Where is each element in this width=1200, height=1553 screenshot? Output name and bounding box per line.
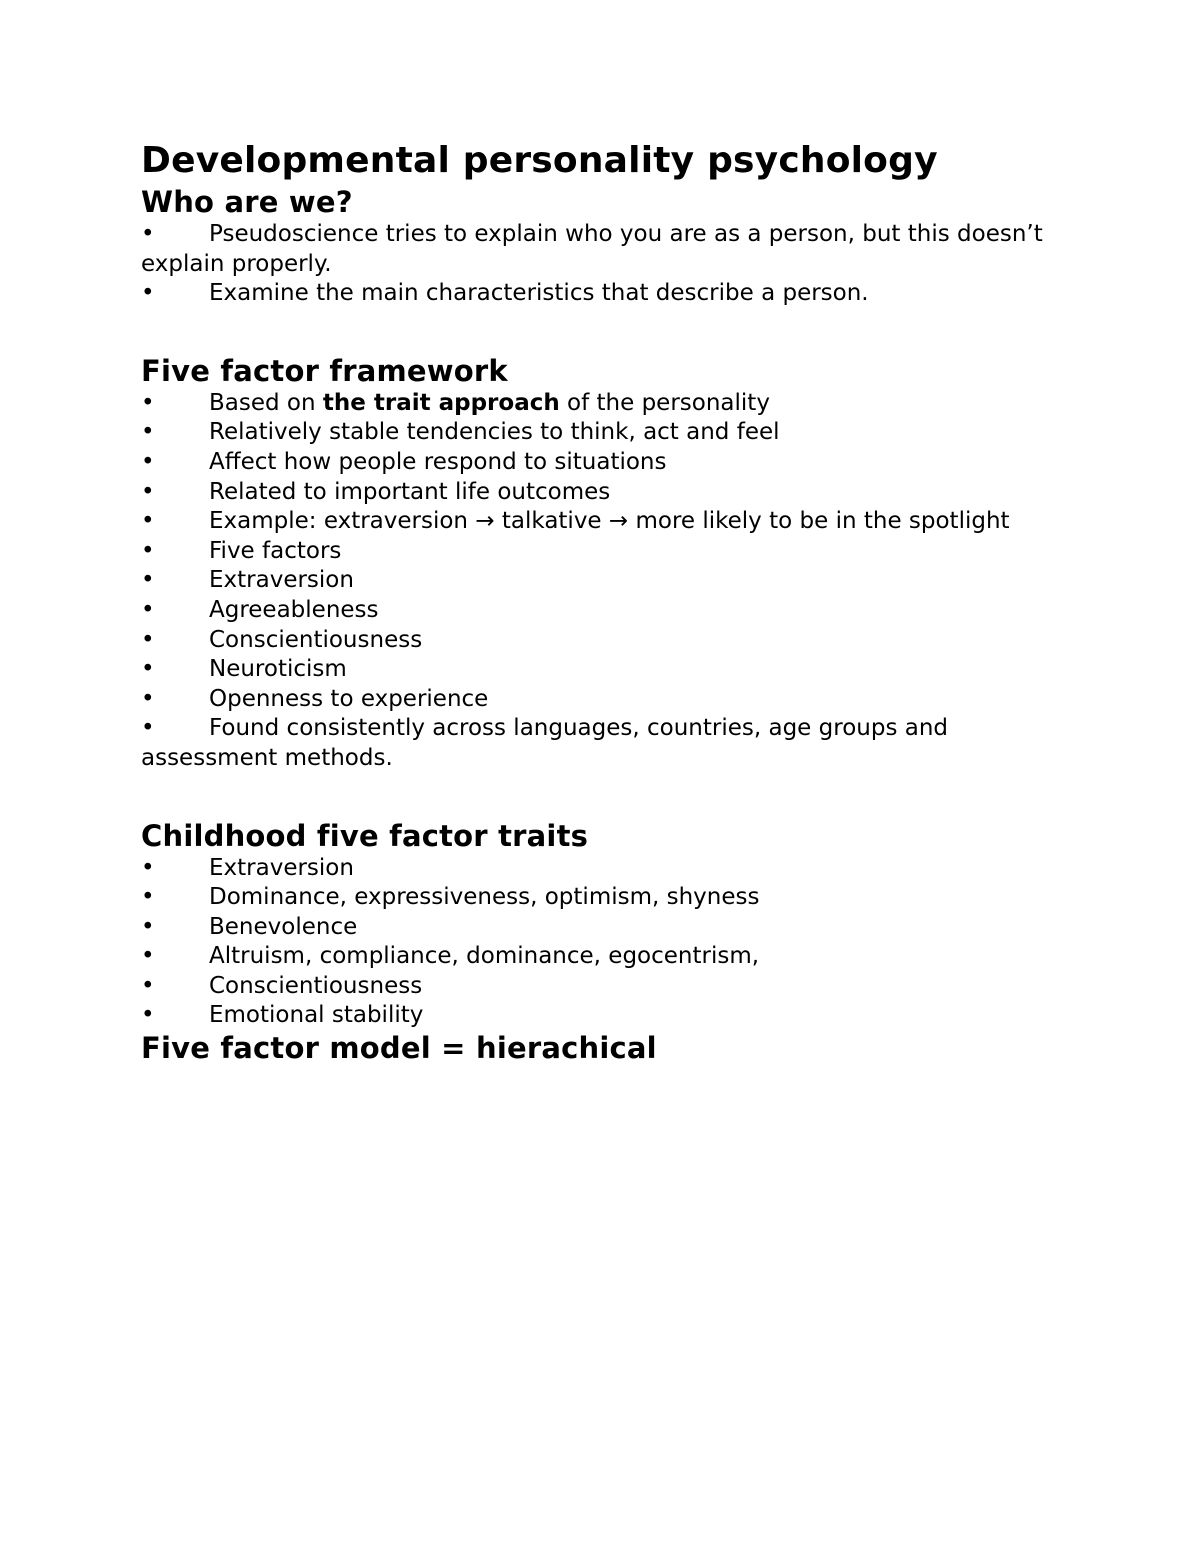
section-heading-five-factor-model: Five factor model = hierachical [141, 1031, 657, 1066]
list-item-text-pre: Based on [209, 389, 323, 416]
bullet: • [141, 419, 155, 446]
bullet: • [141, 221, 155, 247]
bullet: • [141, 656, 155, 683]
bullet: • [141, 448, 155, 475]
list-item [141, 913, 1051, 943]
bullet: • [141, 685, 155, 712]
bullet: • [141, 715, 155, 742]
section-heading-childhood-five-factor-traits: Childhood five factor traits [141, 818, 589, 853]
list-item-text: Related to important life outcomes [209, 478, 611, 505]
list-item-text: Dominance, expressiveness, optimism, shyness [209, 884, 760, 911]
list-item-text: Example: extraversion → talkative → more likely to be in the spotlight [209, 508, 1010, 535]
spacer [141, 309, 1051, 353]
childhood-traits-list [141, 854, 1051, 1032]
document-page [141, 138, 1051, 1065]
list-item-text: Emotional stability [209, 1002, 424, 1029]
bullet: • [141, 884, 155, 911]
bullet: • [141, 972, 155, 999]
bullet: • [141, 596, 155, 623]
list-item [141, 942, 1051, 972]
bullet: • [141, 537, 155, 564]
list-item-text: Affect how people respond to situations [209, 448, 667, 475]
bullet: • [141, 567, 155, 594]
list-item-text: Examine the main characteristics that describe a person. [209, 280, 869, 307]
list-item [141, 883, 1051, 913]
list-item-text: Relatively stable tendencies to think, act and feel [209, 419, 780, 446]
document-title: Developmental personality psychology [141, 140, 938, 181]
list-item-text-post: of the personality [559, 389, 770, 416]
list-item [141, 685, 1051, 715]
list-item [141, 478, 1051, 508]
list-item-text: Neuroticism [209, 656, 347, 683]
bullet: • [141, 943, 155, 970]
list-item [141, 596, 1051, 626]
bullet: • [141, 508, 155, 535]
bullet: • [141, 913, 155, 940]
list-item-text: Conscientiousness [209, 626, 423, 653]
list-item-text: Pseudoscience tries to explain who you are as a person, but this doesn’t explain properly. [141, 221, 1043, 277]
bullet: • [141, 389, 155, 416]
list-item [141, 655, 1051, 685]
list-item [141, 626, 1051, 656]
bullet: • [141, 626, 155, 653]
list-item [141, 972, 1051, 1002]
spacer [141, 774, 1051, 818]
list-item [141, 507, 1051, 537]
list-item-text-bold: the trait approach [322, 389, 560, 416]
list-item-text: Five factors [209, 537, 342, 564]
list-item [141, 418, 1051, 448]
list-item-text: Extraversion [209, 854, 354, 881]
section-heading-five-factor-framework: Five factor framework [141, 353, 508, 388]
bullet: • [141, 478, 155, 505]
bullet: • [141, 854, 155, 881]
list-item [141, 448, 1051, 478]
list-item-text: Benevolence [209, 913, 358, 940]
list-item-text: Found consistently across languages, countries, age groups and assessment methods. [141, 715, 949, 771]
list-item [141, 566, 1051, 596]
list-item-text: Agreeableness [209, 596, 379, 623]
list-item-text: Altruism, compliance, dominance, egocentrism, [209, 943, 760, 970]
list-item [141, 854, 1051, 884]
list-item [141, 220, 1051, 279]
list-item [141, 389, 1051, 419]
five-factor-framework-list [141, 389, 1051, 774]
who-are-we-list [141, 220, 1051, 309]
list-item [141, 279, 1051, 309]
bullet: • [141, 1002, 155, 1029]
section-heading-who-are-we: Who are we? [141, 185, 353, 219]
list-item [141, 537, 1051, 567]
list-item [141, 714, 1051, 773]
list-item-text: Conscientiousness [209, 972, 423, 999]
list-item [141, 1001, 1051, 1031]
bullet: • [141, 280, 155, 307]
list-item-text: Openness to experience [209, 685, 489, 712]
list-item-text: Extraversion [209, 567, 354, 594]
